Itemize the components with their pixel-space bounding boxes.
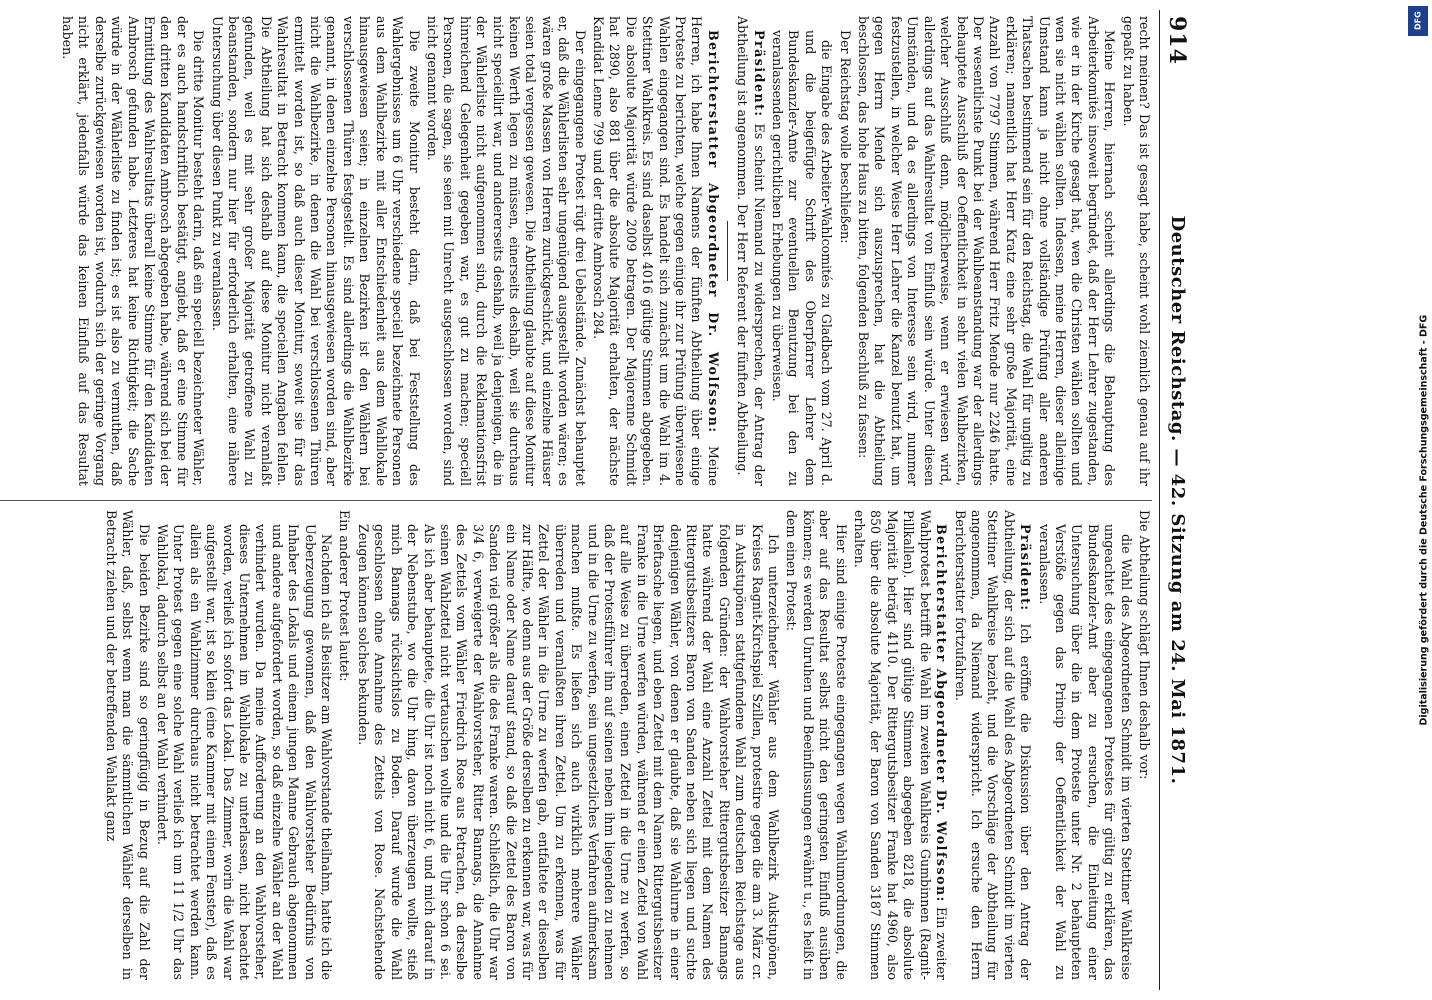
running-title: Deutscher Reichstag. — 42. Sitzung am 24. Mai 1871.: [1167, 215, 1188, 785]
speech-text: Ein zweiter Wahlprotest betrifft die Wahl im zweiten Wahlkreis Gumbinnen (Ragnit-Pillkallen). Hier sind gültige Stimmen abgegeben 8218, die absolute Majorität beträgt 4110. Der Rittergutsbesitzer Franke hat 4960, also 850 über die absolute Majorität, der Baron von Sanden 3187 Stimmen erhalten.: [852, 510, 950, 980]
page-number: 914: [1164, 16, 1190, 65]
paragraph: Die Abtheilung schlägt Ihnen deshalb vor:: [1137, 510, 1152, 780]
paragraph: Der Reichstag wolle beschließen:: [837, 30, 853, 244]
column-divider: [0, 500, 1152, 501]
speech-paragraph: [851, 510, 949, 980]
digitization-credit: Digitalisierung gefördert durch die Deutsche Forschungsgemeinschaft - DFG: [1418, 314, 1430, 726]
page-header: [1159, 10, 1194, 990]
speaker-label: Präsident:: [1018, 524, 1034, 612]
speech-paragraph: [590, 16, 721, 486]
right-text-column: [100, 510, 1152, 980]
speech-paragraph: [951, 510, 1033, 980]
paragraph: Die dritte Monitur besteht darin, daß ein speciell bezeichneter Wähler, der es auch handschriftlich bestätigt, angiebt, daß er eine Stimme für den dritten Kandidaten Ambrosch abgegeben habe, während sich bei der Ermittlung des Wahlresultats überall keine Stimme für den Kandidaten Ambrosch gefunden habe. Letzteres hat keine Richtigkeit; die Sache würde in der Wählerliste zu finden ist; es ist also zu vermuthen, daß derselbe zurückgewiesen worden ist, wodurch sich der geringe Vorgang nicht erklärt, jedenfalls würde das keinen Einfluß auf das Resultat haben.: [60, 16, 207, 486]
digitization-credit-strip: [1404, 40, 1430, 740]
speaker-label: Berichterstatter Abgeordneter Dr. Wolfsson:: [934, 524, 950, 903]
paragraph: Meine Herren, hiernach scheint allerdings die Behauptung des Arbeiterkomités insoweit begründet, daß der Herr Lehrer zugestanden, wie er in der Kirche gesagt hat, wen die Christen wählen sollten und wen sie nicht wählen sollten. Indessen, meine Herren, dieser alleinige Umstand kann ja nicht ohne vollständige Prüfung aller anderen Thatsachen bestimmend sein für den Reichstag, die Wahl für ungiltig zu erklären; namentlich hat Herr Kratz eine sehr große Majorität, eine Anzahl von 7797 Stimmen, während Herr Fritz Mende nur 2246 hatte. Der wesentlichste Punkt bei der Wahlbeanstandung war der allerdings behauptete Ausschluß der Oeffentlichkeit in sehr vielen Wahlbezirken, welcher Ausschluß denn, möglicherweise, wenn er erwiesen wird, allerdings auf das Wahlresultat von Einfluß sein würde. Unter diesen Umständen, und da es allerdings von Interesse sein wird, nummer festzustellen, in welcher Weise Herr Lehrer die Kanzel benutzt hat, um gegen Herrn Mende sich auszusprechen, hat die Abtheilung beschlossen, das hohe Haus zu bitten, folgenden Beschluß zu fassen:: [856, 16, 1118, 486]
left-text-column: [57, 16, 1152, 486]
speech-text: Meine Herren, ich habe Ihnen Namens der fünften Abtheilung über einige Proteste zu berichten, welche gegen einige ihr zur Prüfung überwiesene Wahlen eingegangen sind. Es handelt sich zunächst um die Wahl im 4. Stettiner Wahlkreis. Es sind daselbst 4016 gültige Stimmen abgegeben. Die absolute Majorität würde 2009 betragen. Der Majorenne Schmidt hat 2890, also 881 über die absolute Majorität erhalten, der nächste Kandidat Lenne 799 und der dritte Ambrosch 284.: [591, 16, 721, 486]
document-page: [0, 10, 1202, 990]
speech-paragraph: [734, 16, 767, 486]
paragraph: Hier sind einige Proteste eingegangen wegen Wahlumordnungen, die aber auf das Resultat selbst nicht den geringsten Einfluß ausüben können; es werden Unruhen und Beeinflussungen erwähnt u., es heißt in dem einen Protest:: [784, 510, 849, 980]
paragraph: Der eingegangene Protest rügt drei Uebelstände. Zunächst behauptet er, daß die Wählerlisten sehr ungenügend ausgestellt worden wären; es wären große Massen von Herren zurückgeschickt, und einzelne Häuser seien total vergessen gewesen. Die Abtheilung glaubte auf diese Monitur keinen Werth legen zu müssen, einerseits deshalb, weil sie durchaus nicht speciellirt war, und andererseits deshalb, weil ja denjenigen, die in der Wählerliste nicht aufgenommen sind, durch die Reklamationsfrist hinreichend Gelegenheit gegeben war, es gut zu machen; speciell Personen, die sagen, sie seien mit Unrecht ausgeschlossen worden, sind nicht genannt worden.: [424, 16, 588, 486]
speech-text: Es scheint Niemand zu widersprechen, der Antrag der Abtheilung ist angenommen. Der Herr Referent der fünften Abtheilung.: [735, 16, 767, 486]
speaker-label: Präsident:: [751, 30, 767, 118]
paragraph: Die zweite Monitur besteht darin, daß bei Feststellung des Wahlergebnisses um 6 Uhr verschiedene speciell bezeichnete Personen aus dem Wahlbezirke mit aller Entschiedenheit aus dem Wahllokale hinausgewiesen seien; in einzelnen Bezirken ist den Wählern bei verschlossenen Thüren festgestellt. Es sind allerdings die Wahlbezirke genannt, in denen einzelne Personen hinausgewiesen worden sind, aber nicht die Wahlbezirke, in denen die Wahl bei verschlossenen Thüren ermittelt worden ist, so daß auch dieser Monitur, soweit sie für das Wahlresultat in Betracht kommen kann, die speciellen Angaben fehlen. Die Abtheilung hat sich deshalb auf diese Monitur nicht veranlaßt gefunden, weil es mit sehr großer Majorität getroffene Wahl zu beanstanden, sondern nur hier für erforderlich erhalten, eine nähere Untersuchung über diesen Punkt zu veranlassen.: [209, 16, 422, 486]
quoted-paragraph: die Eingabe des Arbeiter-Wahlcomités zu Gladbach vom 27. April d. und die beigefügte Schrift des Oberpfarrer Lehrer dem Bundeskanzler-Amte zur eventuellen Benutzung bei den zu veranlassenden gerichtlichen Erhebungen zu überweisen.: [770, 30, 835, 486]
quoted-paragraph: Ich unterzeichneter Wähler aus dem Wahlbezirk Aukstupönen, Kreises Ragnit-Kirchspiel Szillen, protestire gegen die am 3. März cr. in Aukstupönen stattgefundene Wahl zum deutschen Reichstage aus folgenden Gründen: der Wahlvorsteher Rittergutsbesitzer Bannags hatte während der Wahl eine Anzahl Zettel mit dem Namen des Rittergutsbesitzers Baron von Sanden neben sich liegen und suchte denjenigen Wähler, von denen er glaubte, daß sie Wahlurne in einer Brieftasche liegen, und eben Zettel mit dem Namen Rittergutsbesitzer Franke in die Urne werfen würden, während er einen Zettel von Wahl auf alle Weise zu überreden, einen Zettel in die Urne zu werfen, so daß der Protestführer ihn auf seinen neben ihm liegenden zu nehmen und in die Urne zu werfen, sein ungesetzliches Verfahren aufmerksam machen mußte. Es ließen sich auch wirklich mehrere Wähler überreden und veranlaßten ihren Zettel. Um zu erkennen, was für Zettel der Wähler in die Urne zu werfen gab, entfaltete er dieselben zur Hälfte, wo denn aus der Größe derselben zu erkennen war, was für ein Name oder Name darauf stand, so daß die Zettel des Baron von Sanden viel größer als die des Franke waren. Schließlich, die Uhr war 3/4 6, verweigerte der Wahlvorsteher, Ritter Bannags, die Annahme des Zettels vom Wähler Friedrich Rose aus Petrachen, da derselbe seinen Wahlzettel nicht vertauschen wollte und die Uhr schon 6 sei. Als ich aber behauptete, die Uhr ist noch nicht 6, und mich darauf in der Nebenstube, wo die Uhr hing, davon überzeugen wollte, stieß mich Bannags rücksichtslos zu Boden. Darauf wurde die Wahl geschlossen ohne Annahme des Zettels von Rose. Nachstehende Zeugen können solches bekunden.: [355, 524, 782, 980]
speech-text: Ich eröffne die Diskussion über den Antrag der Abtheilung, der sich auf die Wahl des Abgeordneten Schmidt im vierten Stettiner Wahlkreise bezieht, und die Vorschläge der Abtheilung für angenommen, da Niemand widerspricht. Ich ersuche den Herrn Berichterstatter fortzufahren.: [952, 510, 1034, 980]
quoted-paragraph: die Wahl des Abgeordneten Schmidt im vierten Stettiner Wahlkreise ungeachtet des eingegangenen Protestes für gültig zu erklären, das Bundeskanzler-Amt aber zu ersuchen, die Einleitung einer Untersuchung über die in dem Proteste unter Nr. 2 behaupteten Verstöße gegen das Princip der Oeffentlichkeit der Wahl zu veranlassen.: [1036, 524, 1134, 980]
speaker-label: Berichterstatter Abgeordneter Dr. Wolfsson:: [705, 30, 721, 434]
paragraph: Die beiden Bezirke sind so geringfügig in Bezug auf die Zahl der Wähler, daß, selbst wenn man die sämmtlichen Wähler derselben in Betracht ziehen und der betreffenden Wahlakt ganz: [103, 510, 152, 980]
section-rule: [727, 221, 728, 281]
quoted-paragraph: Nachdem ich als Beisitzer am Wahlvorstande theilnahm, hatte ich die Ueberzeugung gewonnen, daß den Wahlvorsteher Bedürfnis von Inhaber des Lokals und einem jungen Manne Gebrauch abgenommen und andere aufgefordert worden, so daß einzelne Wähler an der Wahl verhindert wurden. Da meine Aufforderung an den Wahlvorsteher, dieses Unternehmen im Wahllokale zu unterlassen, nicht beachtet worden, verließ ich sofort das Lokal. Das Zimmer, worin die Wahl war aufgestellt war, ist so klein (eine Kammer mit einem Fenster), daß es allein als ein Wahlzimmer durchaus nicht betrachtet werden kann. Unter Protest gegen eine solche Wahl verließ ich um 11 1/2 Uhr das Wahllokal, dadurch selbst an der Wahl verhindert.: [155, 524, 335, 980]
paragraph: recht meinen? Das ist gesagt habe, scheint wohl ziemlich genau auf ihr gepaßt zu haben.: [1120, 16, 1152, 486]
paragraph: Ein anderer Protest lautet:: [337, 510, 353, 682]
dfg-logo: DFG: [1408, 6, 1428, 36]
